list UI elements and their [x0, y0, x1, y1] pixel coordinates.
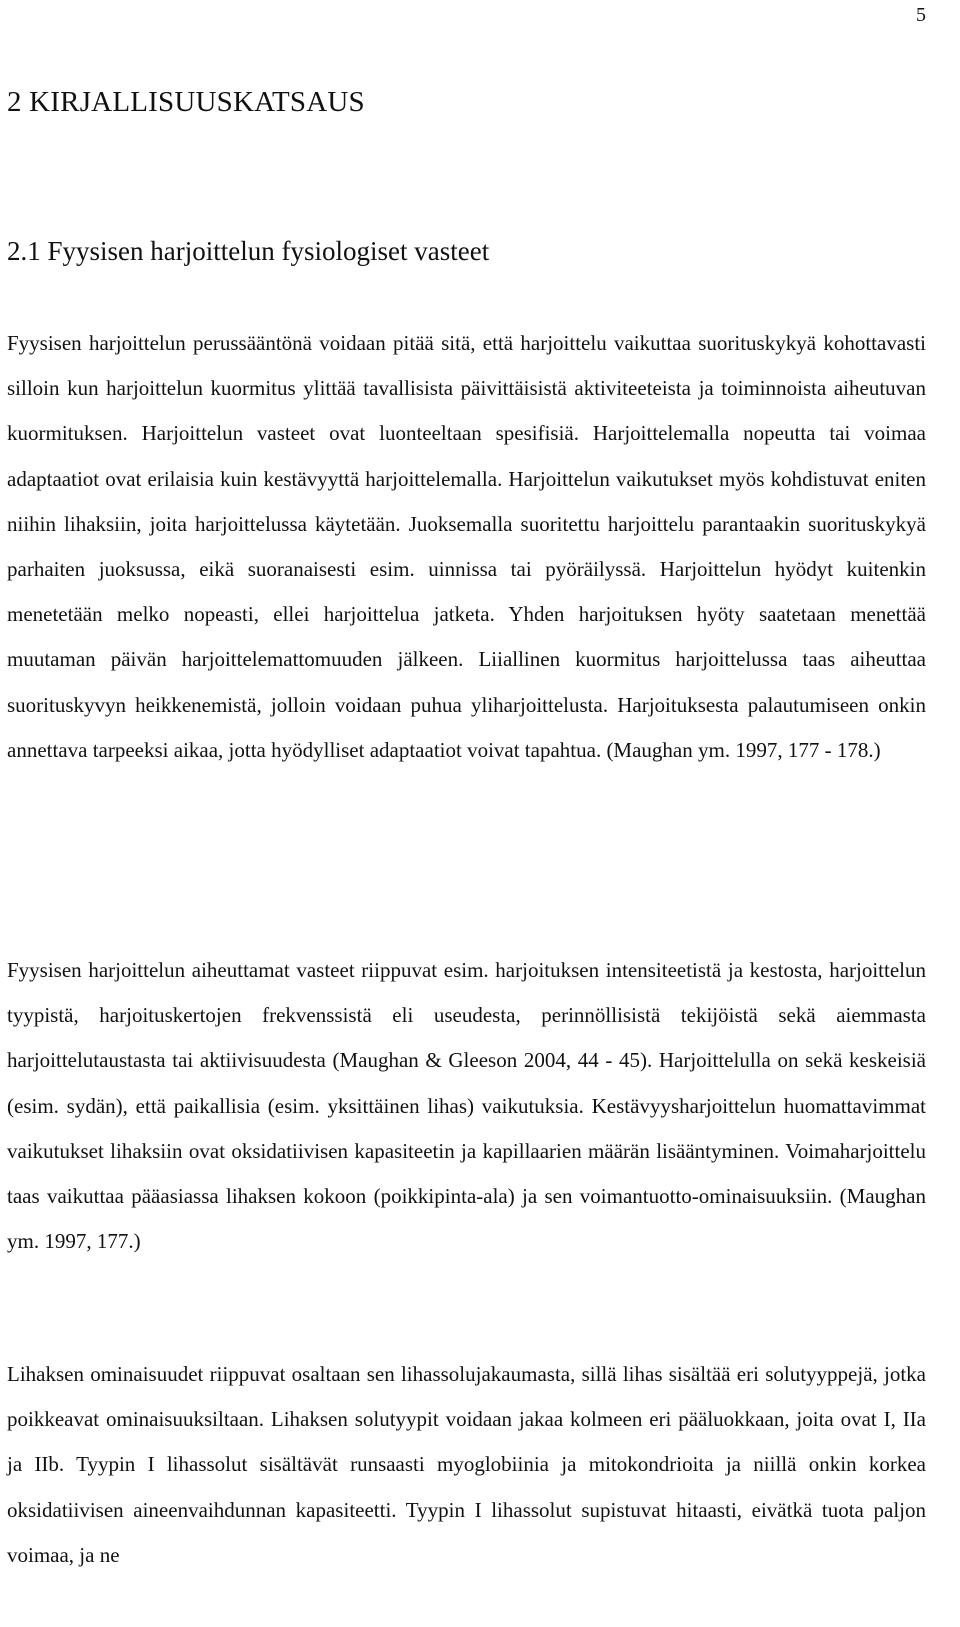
page-number: 5	[916, 4, 926, 26]
section-heading: 2.1 Fyysisen harjoittelun fysiologiset vasteet	[7, 236, 490, 266]
paragraph-training-responses: Fyysisen harjoittelun aiheuttamat vasteet riippuvat esim. harjoituksen intensiteetistä ja kestosta, harjoittelun tyypistä, harjoituskertojen frekvenssistä eli useudesta, perinnöllisistä tekijöistä sekä aiemmasta harjoittelutaustasta tai aktiivisuudesta (Maughan & Gleeson 2004, 44 - 45). Harjoittelulla on sekä keskeisiä (esim. sydän), että paikallisia (esim. yksittäinen lihas) vaikutuksia. Kestävyysharjoittelun huomattavimmat vaikutukset lihaksiin ovat oksidatiivisen kapasiteetin ja kapillaarien määrän lisääntyminen. Voimaharjoittelu taas vaikuttaa pääasiassa lihaksen kokoon (poikkipinta-ala) ja sen voimantuotto-ominaisuuksiin. (Maughan ym. 1997, 177.)	[7, 958, 926, 1254]
chapter-heading: 2 KIRJALLISUUSKATSAUS	[7, 86, 365, 118]
paragraph-training-principles: Fyysisen harjoittelun perussääntönä voidaan pitää sitä, että harjoittelu vaikuttaa suorituskykyä kohottavasti silloin kun harjoittelun kuormitus ylittää tavallisista päivittäisistä aktiviteeteista ja toiminnoista aiheutuvan kuormituksen. Harjoittelun vasteet ovat luonteeltaan spesifisiä. Harjoittelemalla nopeutta tai voimaa adaptaatiot ovat erilaisia kuin kestävyyttä harjoittelemalla. Harjoittelun vaikutukset myös kohdistuvat eniten niihin lihaksiin, joita harjoittelussa käytetään. Juoksemalla suoritettu harjoittelu parantaakin suorituskykyä parhaiten juoksussa, eikä suoranaisesti esim. uinnissa tai pyöräilyssä. Harjoittelun hyödyt kuitenkin menetetään melko nopeasti, ellei harjoittelua jatketa. Yhden harjoituksen hyöty saatetaan menettää muutaman päivän harjoittelemattomuuden jälkeen. Liiallinen kuormitus harjoittelussa taas aiheuttaa suorituskyvyn heikkenemistä, jolloin voidaan puhua yliharjoittelusta. Harjoituksesta palautumiseen onkin annettava tarpeeksi aikaa, jotta hyödylliset adaptaatiot voivat tapahtua. (Maughan ym. 1997, 177 - 178.)	[7, 331, 926, 762]
paragraph-muscle-fiber-types: Lihaksen ominaisuudet riippuvat osaltaan sen lihassolujakaumasta, sillä lihas sisältää eri solutyyppejä, jotka poikkeavat ominaisuuksiltaan. Lihaksen solutyypit voidaan jakaa kolmeen eri pääluokkaan, joita ovat I, IIa ja IIb. Tyypin I lihassolut sisältävät runsaasti myoglobiinia ja mitokondrioita ja niillä onkin korkea oksidatiivisen aineenvaihdunnan kapasiteetti. Tyypin I lihassolut supistuvat hitaasti, eivätkä tuota paljon voimaa, ja ne	[7, 1362, 926, 1567]
